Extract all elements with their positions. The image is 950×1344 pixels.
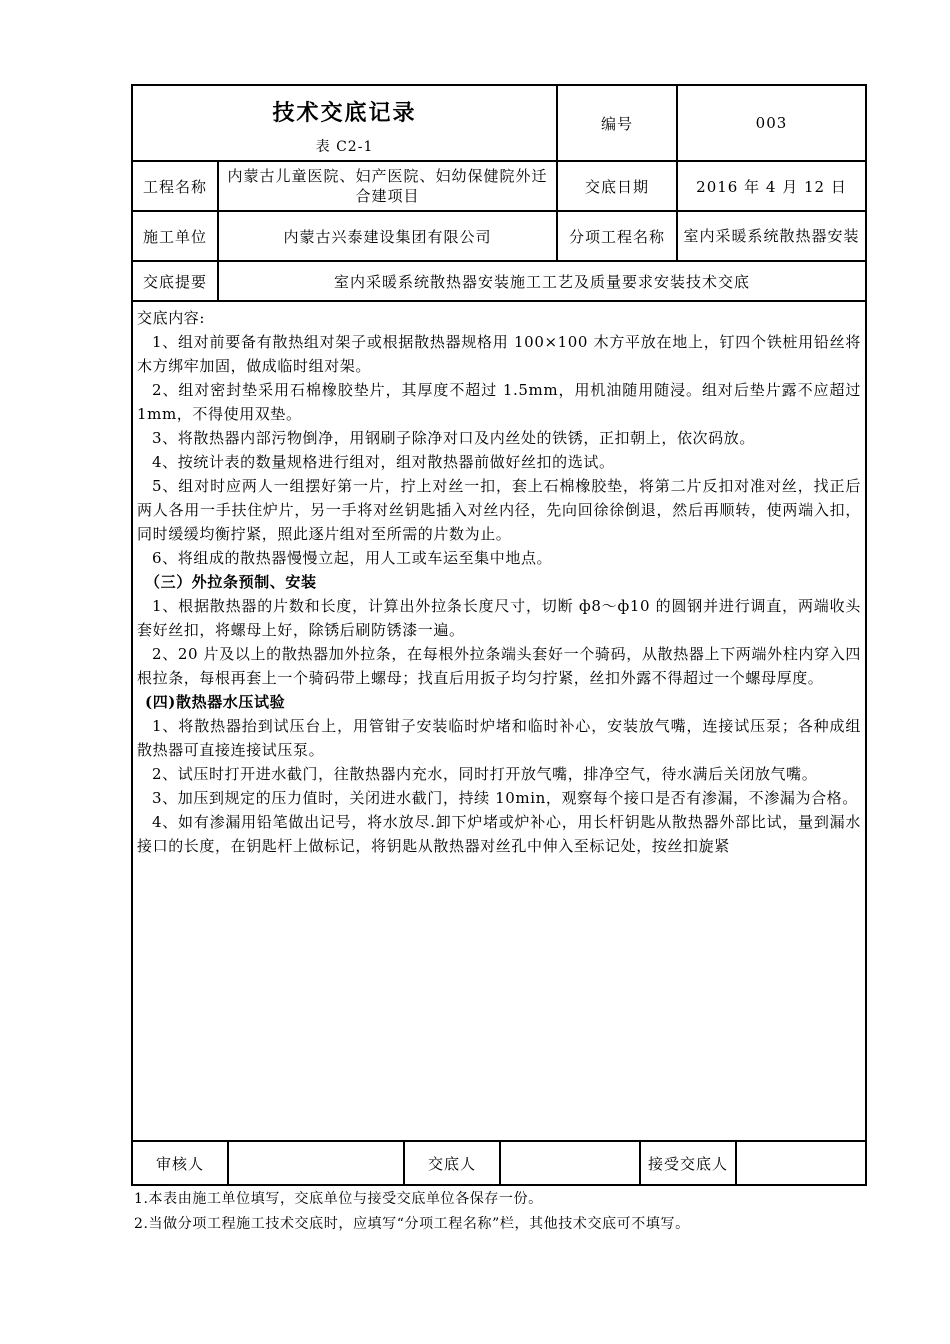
content-paragraph: 2、组对密封垫采用石棉橡胶垫片，其厚度不超过 1.5mm，用机油随用随浸。组对后垫片露不应超过 1mm，不得使用双垫。: [137, 381, 861, 423]
content-paragraph: 3、加压到规定的压力值时，关闭进水截门，持续 10min，观察每个接口是否有渗漏，不渗漏为合格。: [152, 789, 858, 807]
form-table: [131, 84, 867, 1142]
date-value: 2016 年 4 月 12 日: [677, 161, 866, 211]
content-paragraph: 1、组对前要备有散热组对架子或根据散热器规格用 100×100 木方平放在地上，钉四个铁桩用铅丝将木方绑牢加固，做成临时组对架。: [137, 333, 861, 375]
unit-label: 施工单位: [132, 211, 218, 261]
date-label: 交底日期: [557, 161, 677, 211]
content-paragraph: 3、将散热器内部污物倒净，用钢刷子除净对口及内丝处的铁锈，正扣朝上，依次码放。: [152, 429, 755, 447]
content-paragraph: 1、将散热器抬到试压台上，用管钳子安装临时炉堵和临时补心，安装放气嘴，连接试压泵；各种成组散热器可直接连接试压泵。: [137, 717, 861, 759]
content-paragraph: 4、按统计表的数量规格进行组对，组对散热器前做好丝扣的选试。: [152, 453, 615, 471]
title-cell: [132, 85, 557, 161]
technical-disclosure-form: [131, 84, 865, 1186]
content-paragraph: 4、如有渗漏用铅笔做出记号，将水放尽.卸下炉堵或炉补心，用长杆钥匙从散热器外部比试，量到漏水接口的长度，在钥匙杆上做标记，将钥匙从散热器对丝孔中伸入至标记处，按丝扣旋紧: [137, 813, 861, 855]
section-heading: (四)散热器水压试验: [145, 693, 286, 711]
project-label: 工程名称: [132, 161, 218, 211]
project-value: 内蒙古儿童医院、妇产医院、妇幼保健院外迁合建项目: [218, 161, 557, 211]
section-heading: （三）外拉条预制、安装: [145, 573, 317, 591]
footnotes: [134, 1187, 864, 1237]
summary-label: 交底提要: [132, 261, 218, 301]
content-paragraph: 5、组对时应两人一组摆好第一片，拧上对丝一扣，套上石棉橡胶垫，将第二片反扣对准对丝，找正后两人各用一手扶住炉片，另一手将对丝钥匙插入对丝内径，先向回徐徐倒退，然后再顺转，使两端入扣，同时缓缓均衡拧紧，照此逐片组对至所需的片数为止。: [137, 477, 861, 543]
page-title: 技术交底记录: [272, 100, 417, 126]
signature-table: [131, 1142, 867, 1186]
subproject-value: 室内采暖系统散热器安装: [677, 211, 866, 261]
content-paragraph: 2、试压时打开进水截门，往散热器内充水，同时打开放气嘴，排净空气，待水满后关闭放气嘴。: [152, 765, 818, 783]
discloser-field[interactable]: [500, 1142, 640, 1185]
subproject-label: 分项工程名称: [557, 211, 677, 261]
receiver-field[interactable]: [736, 1142, 866, 1185]
form-number: 表 C2-1: [315, 139, 374, 155]
number-value: 003: [677, 85, 866, 161]
discloser-label: 交底人: [404, 1142, 500, 1185]
summary-value: 室内采暖系统散热器安装施工工艺及质量要求安装技术交底: [218, 261, 866, 301]
footnote: 2.当做分项工程施工技术交底时，应填写“分项工程名称”栏，其他技术交底可不填写。: [134, 1216, 690, 1232]
unit-value: 内蒙古兴泰建设集团有限公司: [218, 211, 557, 261]
footnote: 1.本表由施工单位填写，交底单位与接受交底单位各保存一份。: [134, 1191, 543, 1207]
receiver-label: 接受交底人: [640, 1142, 736, 1185]
content-paragraph: 1、根据散热器的片数和长度，计算出外拉条长度尺寸，切断 ф8～ф10 的圆钢并进行调直，两端收头套好丝扣，将螺母上好，除锈后刷防锈漆一遍。: [137, 597, 861, 639]
content-paragraph: 6、将组成的散热器慢慢立起，用人工或车运至集中地点。: [152, 549, 553, 567]
number-label: 编号: [557, 85, 677, 161]
reviewer-field[interactable]: [228, 1142, 404, 1185]
content-paragraph: 2、20 片及以上的散热器加外拉条，在每根外拉条端头套好一个骑码，从散热器上下两端外柱内穿入四根拉条，每根再套上一个骑码带上螺母；找直后用扳子均匀拧紧，丝扣外露不得超过一个螺母厚度。: [137, 645, 861, 687]
reviewer-label: 审核人: [132, 1142, 228, 1185]
content-intro: 交底内容:: [137, 309, 206, 327]
content-cell: [132, 301, 866, 1141]
